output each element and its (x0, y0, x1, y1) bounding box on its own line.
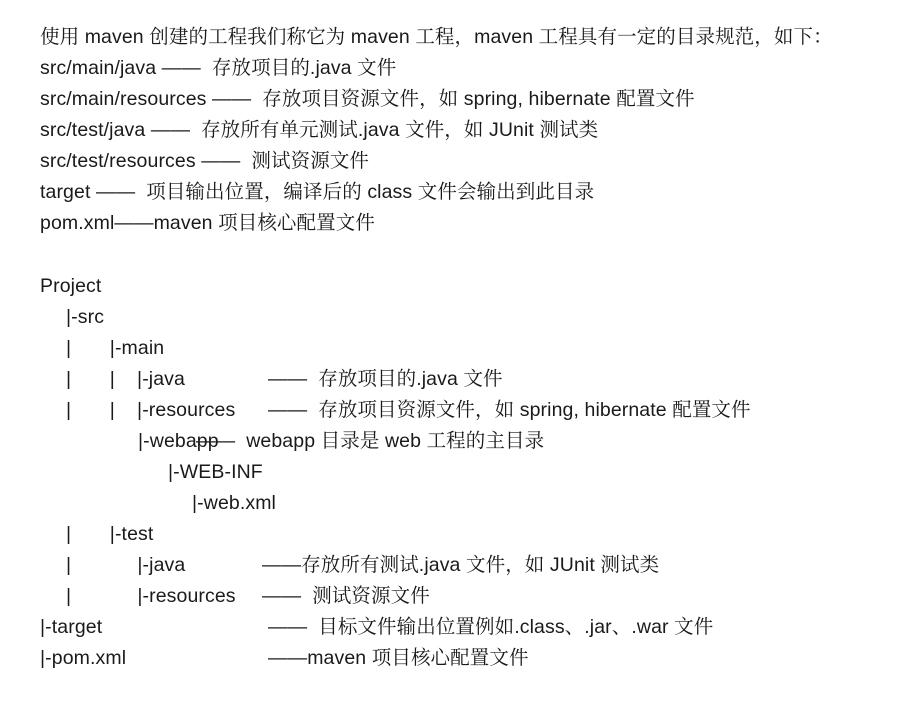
tree-node-label: |-target (40, 616, 103, 638)
tree-node-description: —— 存放项目的.java 文件 (268, 368, 503, 390)
tree-node-label: | | |-java (66, 368, 185, 390)
tree-node-label: | | |-resources (66, 399, 236, 421)
tree-row (40, 519, 908, 550)
tree-node-description: —— 测试资源文件 (262, 585, 430, 607)
intro-line: src/test/resources —— 测试资源文件 (40, 150, 370, 172)
tree-row (40, 271, 908, 302)
tree-row (40, 581, 908, 612)
intro-paragraph (0, 22, 908, 239)
tree-node-description: —— webapp 目录是 web 工程的主目录 (196, 430, 545, 452)
section-spacer (0, 239, 908, 271)
intro-line: 使用 maven 创建的工程我们称它为 maven 工程，maven 工程具有一定的目录规范，如下： (40, 26, 833, 48)
tree-node-description: —— 存放项目资源文件，如 spring, hibernate 配置文件 (268, 399, 751, 421)
tree-row (40, 643, 908, 674)
tree-node-label: |-webapp (138, 430, 219, 452)
tree-node-label: Project (40, 275, 102, 297)
tree-row (40, 550, 908, 581)
tree-node-label: |-pom.xml (40, 647, 127, 669)
tree-node-label: | |-test (66, 523, 154, 545)
tree-row (40, 302, 908, 333)
tree-row (40, 612, 908, 643)
intro-line: src/main/resources —— 存放项目资源文件，如 spring, hibernate 配置文件 (40, 88, 695, 110)
intro-line: src/test/java —— 存放所有单元测试.java 文件，如 JUnit 测试类 (40, 119, 599, 141)
intro-line: src/main/java —— 存放项目的.java 文件 (40, 57, 397, 79)
tree-node-label: | |-resources (66, 585, 236, 607)
tree-row (40, 333, 908, 364)
tree-node-label: |-web.xml (192, 492, 276, 514)
intro-line: pom.xml——maven 项目核心配置文件 (40, 212, 375, 234)
tree-node-description: ——存放所有测试.java 文件，如 JUnit 测试类 (262, 554, 660, 576)
tree-node-label: | |-main (66, 337, 165, 359)
tree-row (40, 364, 908, 395)
tree-node-label: |-WEB-INF (168, 461, 263, 483)
tree-row (40, 426, 908, 457)
tree-node-label: | |-java (66, 554, 186, 576)
intro-line: target —— 项目输出位置，编译后的 class 文件会输出到此目录 (40, 181, 595, 203)
tree-node-label: |-src (66, 306, 105, 328)
tree-node-description: —— 目标文件输出位置例如.class、.jar、.war 文件 (268, 616, 714, 638)
tree-row (40, 395, 908, 426)
tree-node-description: ——maven 项目核心配置文件 (268, 647, 529, 669)
directory-tree (0, 271, 908, 674)
tree-row (40, 457, 908, 488)
tree-row (40, 488, 908, 519)
